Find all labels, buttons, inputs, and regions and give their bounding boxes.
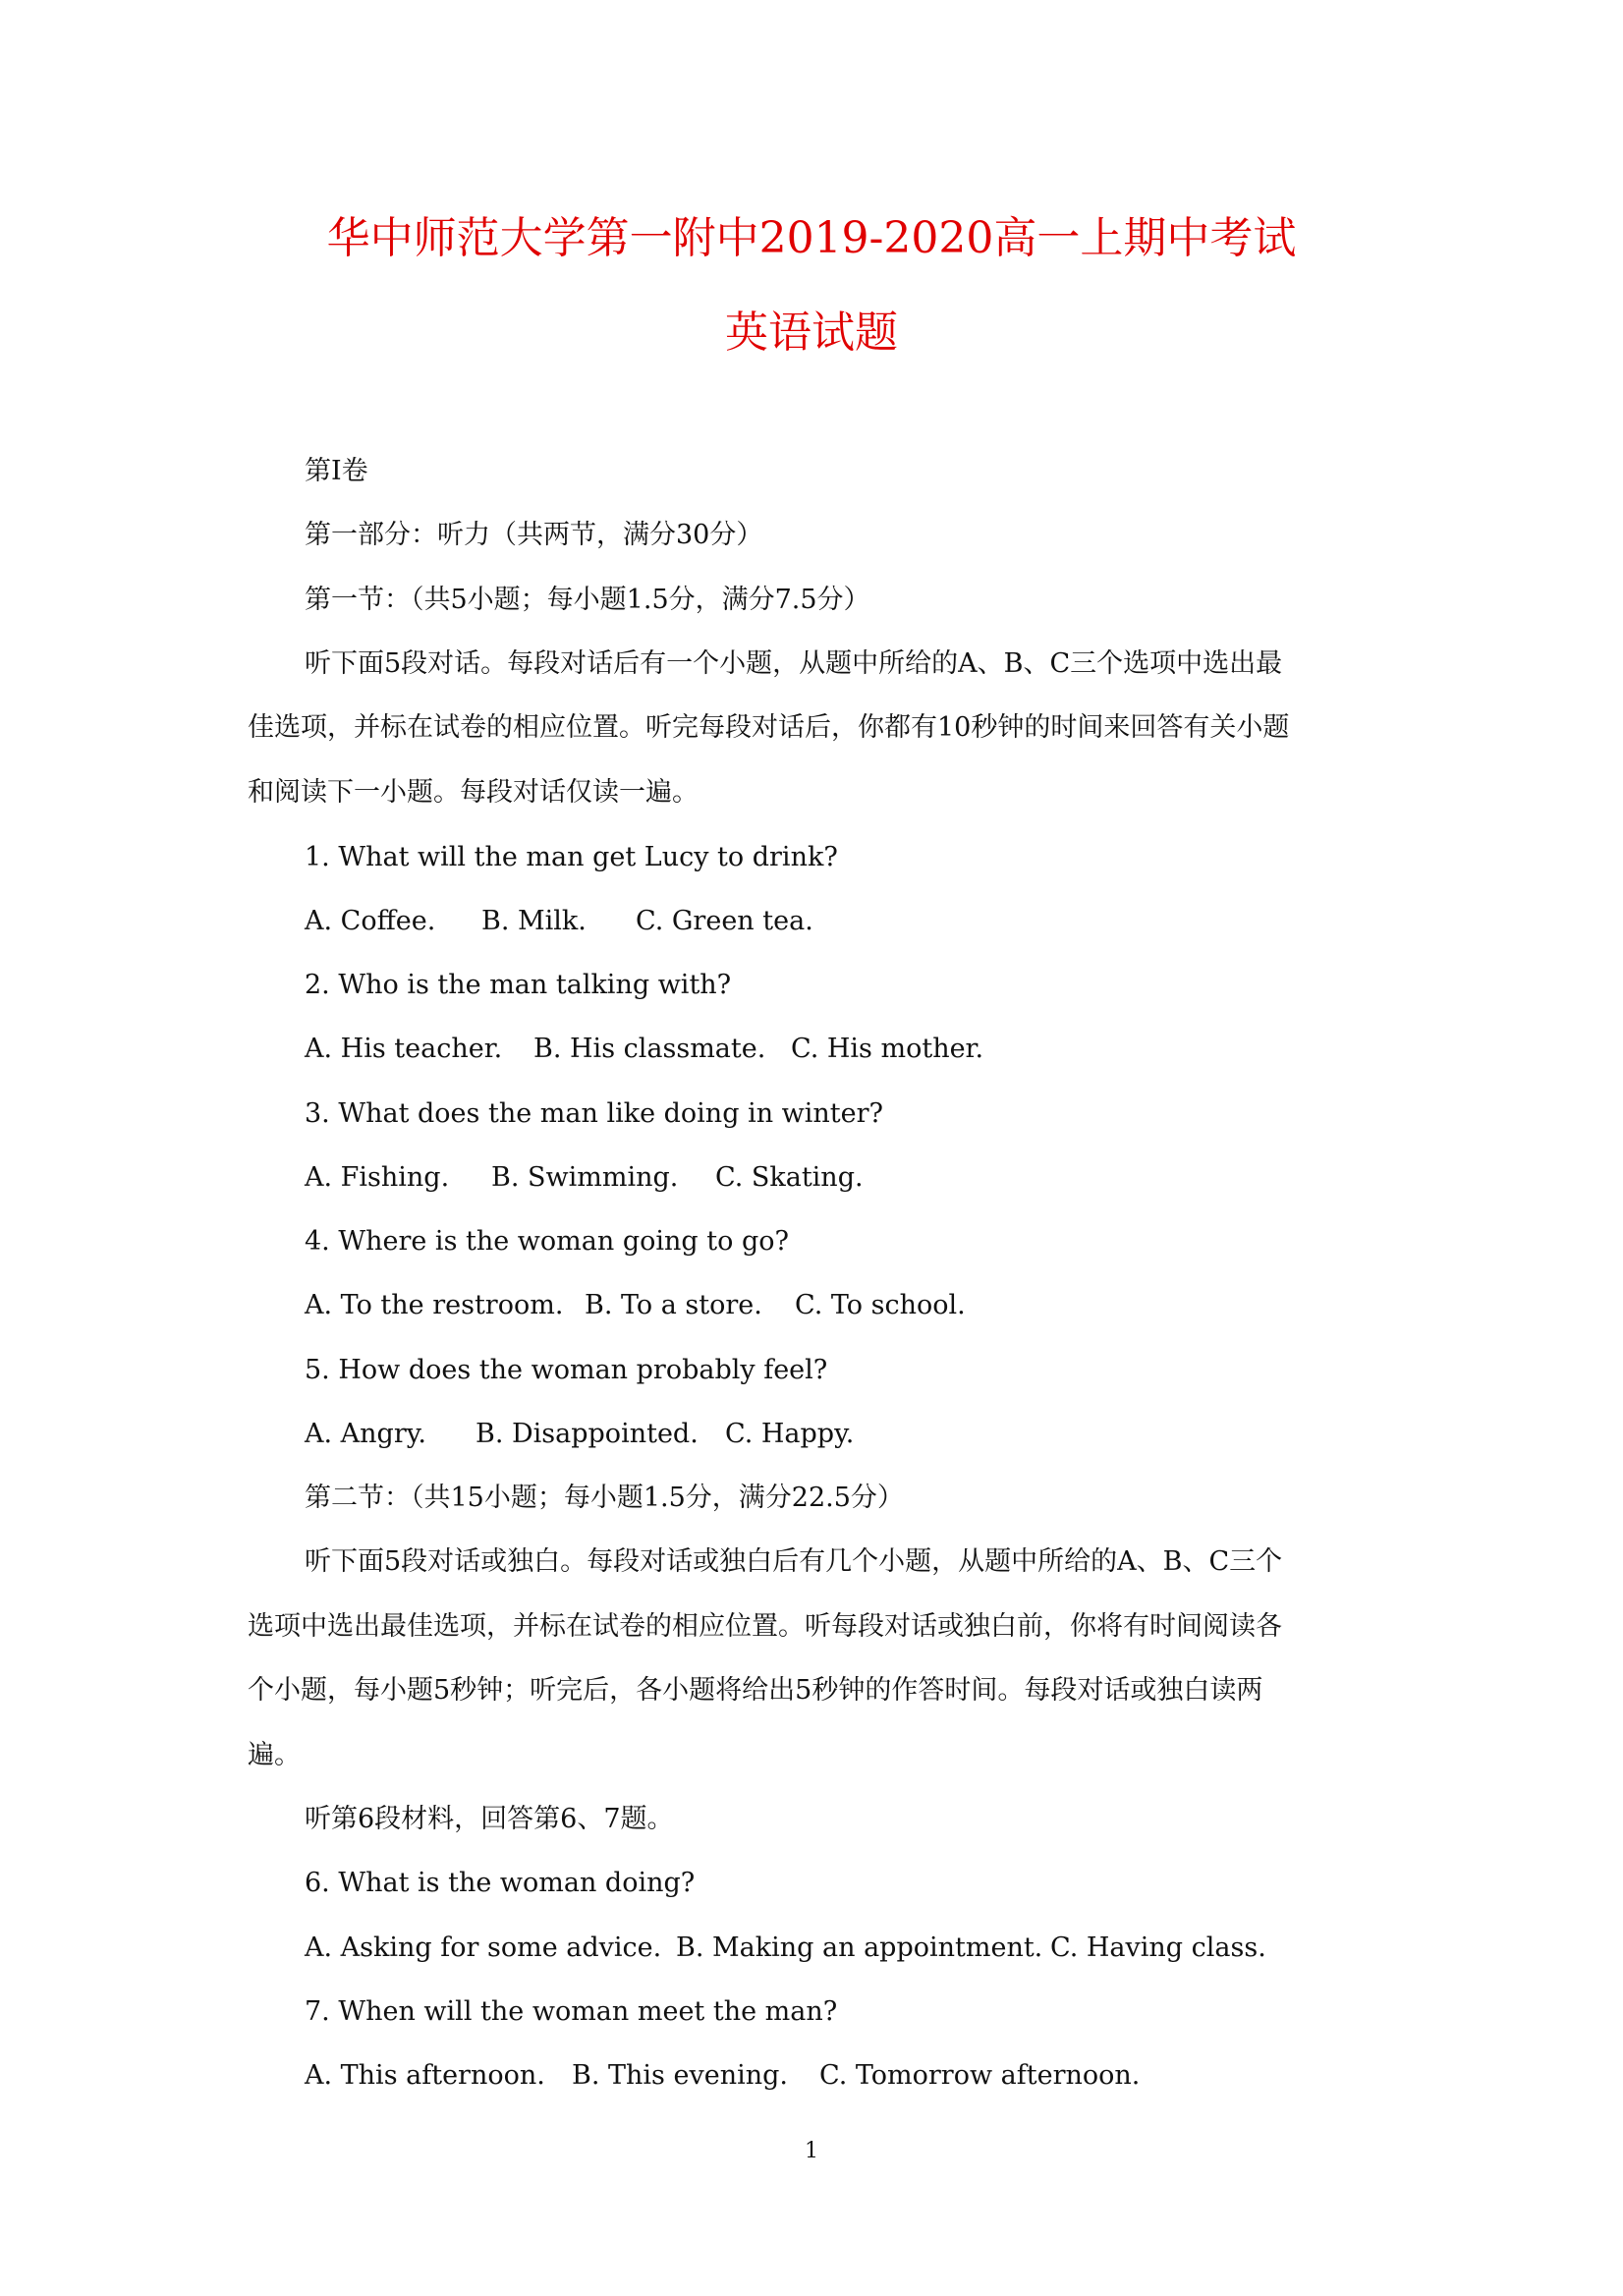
- section2-instruction-line: 遍。: [248, 1740, 301, 1770]
- option-c: C. Having class.: [1050, 1932, 1266, 1963]
- section2-instruction-line: 个小题，每小题5秒钟；听完后，各小题将给出5秒钟的作答时间。每段对话或独白读两: [248, 1675, 1263, 1706]
- option-a: A. Fishing.: [305, 1162, 450, 1193]
- question-stem: 6. What is the woman doing?: [305, 1868, 696, 1898]
- option-a: A. Asking for some advice.: [305, 1932, 662, 1963]
- volume-label: 第Ⅰ卷: [305, 456, 368, 486]
- question-stem: 2. Who is the man talking with?: [305, 970, 732, 1000]
- part1-heading: 第一部分：听力（共两节，满分30分）: [305, 520, 763, 550]
- option-a: A. This afternoon.: [305, 2060, 545, 2091]
- option-b: B. His classmate.: [533, 1034, 766, 1064]
- question-stem: 3. What does the man like doing in winter?: [305, 1098, 884, 1129]
- section1-instruction-line: 和阅读下一小题。每段对话仅读一遍。: [248, 777, 699, 808]
- option-a: A. To the restroom.: [305, 1290, 564, 1320]
- material-note: 听第6段材料，回答第6、7题。: [305, 1804, 674, 1834]
- section1-heading: 第一节：（共5小题；每小题1.5分，满分7.5分）: [305, 585, 870, 615]
- option-c: C. Green tea.: [636, 906, 813, 936]
- option-a: A. His teacher.: [305, 1034, 503, 1064]
- option-c: C. Skating.: [715, 1162, 864, 1193]
- option-c: C. To school.: [795, 1290, 966, 1320]
- question-stem: 7. When will the woman meet the man?: [305, 1996, 838, 2027]
- question-stem: 5. How does the woman probably feel?: [305, 1355, 828, 1385]
- option-c: C. Tomorrow afternoon.: [819, 2060, 1141, 2091]
- section1-instruction-line: 听下面5段对话。每段对话后有一个小题，从题中所给的A、B、C三个选项中选出最: [305, 648, 1283, 679]
- section2-heading: 第二节：（共15小题；每小题1.5分，满分22.5分）: [305, 1483, 904, 1513]
- page-number: 1: [805, 2139, 818, 2163]
- section1-instruction-line: 佳选项，并标在试卷的相应位置。听完每段对话后，你都有10秒钟的时间来回答有关小题: [248, 712, 1290, 743]
- option-b: B. Disappointed.: [476, 1419, 699, 1449]
- section2-instruction-line: 选项中选出最佳选项，并标在试卷的相应位置。听每段对话或独白前，你将有时间阅读各: [248, 1611, 1282, 1642]
- option-a: A. Coffee.: [305, 906, 436, 936]
- option-b: B. To a store.: [585, 1290, 762, 1320]
- exam-subtitle: 英语试题: [725, 308, 898, 358]
- option-c: C. His mother.: [791, 1034, 984, 1064]
- section2-instruction-line: 听下面5段对话或独白。每段对话或独白后有几个小题，从题中所给的A、B、C三个: [305, 1546, 1283, 1577]
- option-a: A. Angry.: [305, 1419, 426, 1449]
- option-b: B. Milk.: [481, 906, 587, 936]
- option-b: B. This evening.: [572, 2060, 788, 2091]
- exam-title: 华中师范大学第一附中2019-2020高一上期中考试: [326, 213, 1297, 263]
- option-c: C. Happy.: [725, 1419, 855, 1449]
- question-stem: 4. Where is the woman going to go?: [305, 1226, 789, 1257]
- option-b: B. Swimming.: [491, 1162, 679, 1193]
- option-b: B. Making an appointment.: [676, 1932, 1043, 1963]
- question-stem: 1. What will the man get Lucy to drink?: [305, 842, 838, 872]
